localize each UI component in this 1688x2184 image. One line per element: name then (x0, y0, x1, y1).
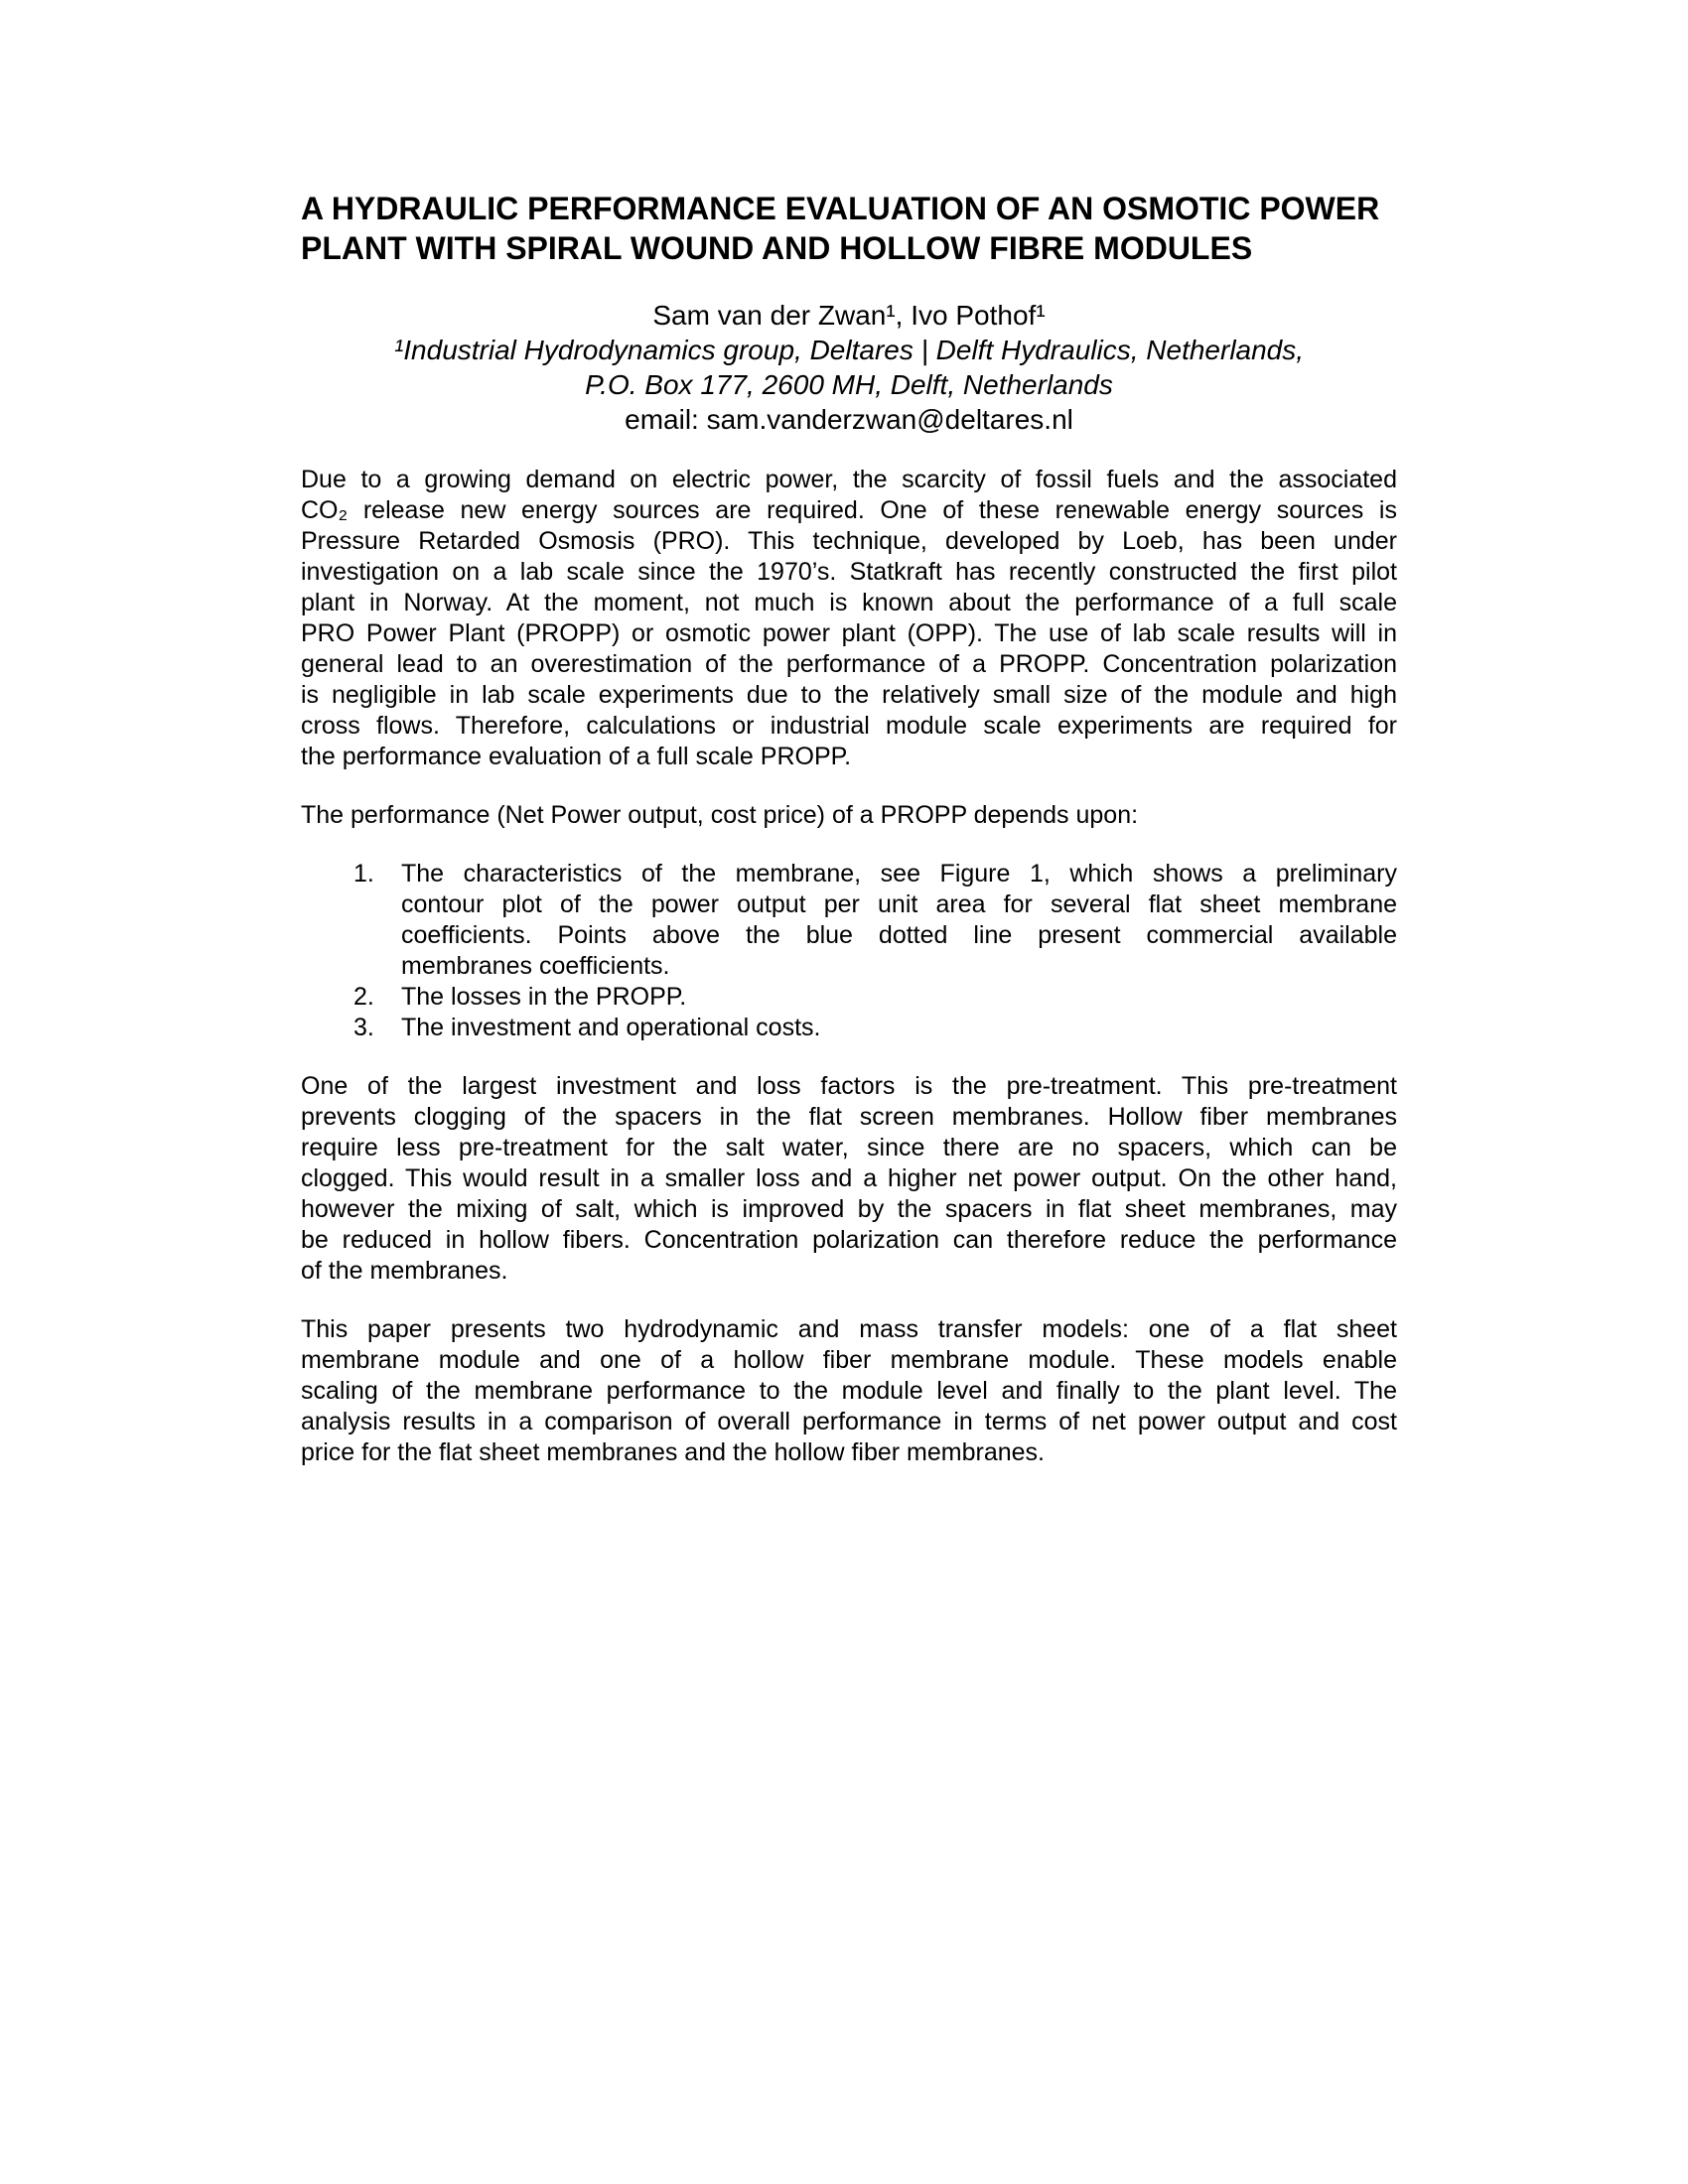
models-paragraph (301, 1314, 1397, 1468)
list-number-2: 2. (353, 983, 374, 1011)
text-line: A HYDRAULIC PERFORMANCE EVALUATION OF AN OSMOTIC POWER (301, 191, 1380, 226)
list-item-1-text (401, 859, 1397, 982)
list-item-2 (301, 982, 1397, 1013)
text-line: membrane module and one of a hollow fiber membrane module. These models enable (301, 1346, 1397, 1374)
authors-line: Sam van der Zwan¹, Ivo Pothof¹ (652, 300, 1046, 331)
text-line: is negligible in lab scale experiments due to the relatively small size of the module and high (301, 681, 1397, 709)
list-item-1 (301, 859, 1397, 982)
text-line: Pressure Retarded Osmosis (PRO). This technique, developed by Loeb, has been under (301, 527, 1397, 555)
text-line: contour plot of the power output per unit area for several flat sheet membrane (401, 890, 1397, 918)
text-line: require less pre-treatment for the salt water, since there are no spacers, which can be (301, 1134, 1397, 1161)
author-block (301, 298, 1397, 437)
list-item-3 (301, 1013, 1397, 1043)
text-line: membranes coefficients. (401, 952, 670, 980)
pretreatment-paragraph (301, 1071, 1397, 1287)
email-line: email: sam.vanderzwan@deltares.nl (625, 404, 1073, 435)
text-line: be reduced in hollow fibers. Concentration polarization can therefore reduce the performance (301, 1226, 1397, 1254)
text-line: price for the flat sheet membranes and the hollow fiber membranes. (301, 1438, 1045, 1466)
address-line: P.O. Box 177, 2600 MH, Delft, Netherlands (585, 369, 1113, 400)
text-line: cross flows. Therefore, calculations or industrial module scale experiments are required for (301, 712, 1397, 740)
list-number-1: 1. (353, 860, 374, 887)
text-line: however the mixing of salt, which is improved by the spacers in flat sheet membranes, may (301, 1195, 1397, 1223)
text-line: the performance evaluation of a full scale PROPP. (301, 743, 852, 770)
performance-intro-line: The performance (Net Power output, cost price) of a PROPP depends upon: (301, 801, 1139, 829)
text-line: The losses in the PROPP. (401, 983, 687, 1011)
text-line: PRO Power Plant (PROPP) or osmotic power plant (OPP). The use of lab scale results will in (301, 619, 1397, 647)
text-line: analysis results in a comparison of overall performance in terms of net power output and cost (301, 1408, 1397, 1435)
text-line: clogged. This would result in a smaller loss and a higher net power output. On the other hand, (301, 1164, 1397, 1192)
affiliation-line: ¹Industrial Hydrodynamics group, Deltares | Delft Hydraulics, Netherlands, (393, 335, 1305, 365)
text-line: PLANT WITH SPIRAL WOUND AND HOLLOW FIBRE MODULES (301, 230, 1253, 266)
text-line: plant in Norway. At the moment, not much is known about the performance of a full scale (301, 589, 1397, 616)
text-line: Due to a growing demand on electric power, the scarcity of fossil fuels and the associated (301, 466, 1397, 493)
text-line: of the membranes. (301, 1257, 508, 1285)
text-line: scaling of the membrane performance to the module level and finally to the plant level. The (301, 1377, 1397, 1405)
list-item-2-text (401, 982, 1397, 1013)
text-line: CO₂ release new energy sources are required. One of these renewable energy sources is (301, 496, 1397, 524)
text-line: coefficients. Points above the blue dotted line present commercial available (401, 921, 1397, 949)
text-line: The characteristics of the membrane, see Figure 1, which shows a preliminary (401, 860, 1397, 887)
list-number-3: 3. (353, 1014, 374, 1041)
text-line: prevents clogging of the spacers in the flat screen membranes. Hollow fiber membranes (301, 1103, 1397, 1131)
page-content (301, 189, 1397, 1468)
dependency-list (301, 859, 1397, 1043)
text-line: general lead to an overestimation of the performance of a PROPP. Concentration polarization (301, 650, 1397, 678)
text-line: The investment and operational costs. (401, 1014, 821, 1041)
paper-title (301, 189, 1397, 268)
text-line: One of the largest investment and loss factors is the pre-treatment. This pre-treatment (301, 1072, 1397, 1100)
abstract-paragraph (301, 465, 1397, 772)
list-item-3-text (401, 1013, 1397, 1043)
text-line: This paper presents two hydrodynamic and mass transfer models: one of a flat sheet (301, 1315, 1397, 1343)
text-line: investigation on a lab scale since the 1970’s. Statkraft has recently constructed the first pilot (301, 558, 1397, 586)
